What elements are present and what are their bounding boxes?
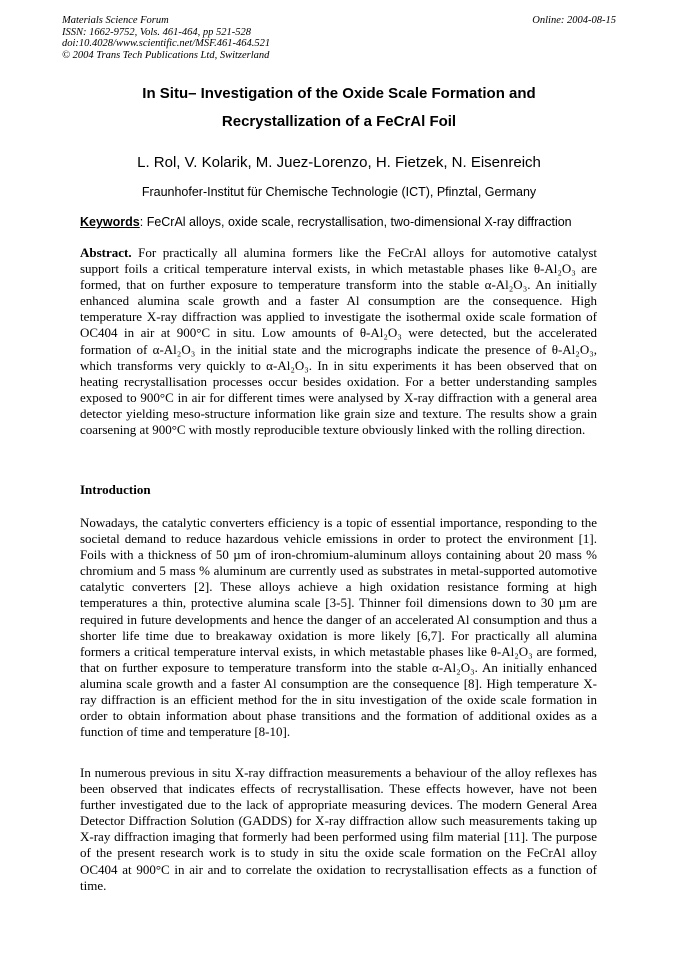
abstract-label: Abstract. [80, 245, 132, 260]
author-list: L. Rol, V. Kolarik, M. Juez-Lorenzo, H. Fietzek, N. Eisenreich [137, 154, 541, 171]
affiliation: Fraunhofer-Institut für Chemische Technologie (ICT), Pfinztal, Germany [141, 185, 537, 199]
online-date: Online: 2004-08-15 [532, 15, 616, 26]
keywords [80, 214, 616, 230]
journal-name: Materials Science Forum [62, 15, 169, 26]
doi-line: doi:10.4028/www.scientific.net/MSF.461-464.521 [62, 38, 271, 49]
abstract-text: For practically all alumina formers like the FeCrAl alloys for automotive catalyst support foils a critical temperature interval exists, in which metastable phases like θ-Al₂O₃ are formed, that on further exposure to temperature transform into the stable α-Al₂O₃. An initially enhanced alumina scale growth and a faster Al consumption are the consequence. High temperature X-ray diffraction was applied to investigate the isothermal oxide scale formation of OC404 in air at 900°C in situ. Low amounts of θ-Al₂O₃ were detected, but the accelerated formation of α-Al₂O₃ in the initial state and the micrographs indicate the presence of θ-Al₂O₃, which transforms very quickly to α-Al₂O₃. In in situ experiments it has been observed that on heating recrystallisation processes occur besides oxidation. For a better understanding samples exposed to 900°C in air for different times were analysed by X-ray diffraction with a general area detector yielding meso-structure information like grain size and texture. The results show a grain coarsening at 900°C with mostly reproducible texture obviously linked with the rolling direction. [80, 245, 597, 438]
abstract [80, 245, 597, 438]
copyright-line: © 2004 Trans Tech Publications Ltd, Switzerland [62, 49, 270, 61]
introduction-paragraph-2: In numerous previous in situ X-ray diffraction measurements a behaviour of the alloy reflexes has been observed that indicates effects of recrystallisation. These effects however, have not been further investigated due to the lack of appropriate measuring devices. The modern General Area Detector Diffraction Solution (GADDS) for X-ray diffraction allow such measurements taking up X-ray diffraction imaging that formerly had been performed using film material [11]. The purpose of the present research work is to study in situ the oxide scale formation on the FeCrAl alloy OC404 at 900°C in air and to correlate the oxidation to recrystallisation effects as a function of time. [80, 765, 597, 893]
keywords-text: : FeCrAl alloys, oxide scale, recrystallisation, two-dimensional X-ray diffraction [139, 215, 572, 229]
title-line-1: In Situ– Investigation of the Oxide Scale Formation and [142, 85, 536, 102]
keywords-label: Keywords [80, 215, 140, 229]
introduction-paragraph-1: Nowadays, the catalytic converters efficiency is a topic of essential importance, responding to the societal demand to reduce hazardous vehicle emissions in order to protect the environment [1]. Foils with a thickness of 50 µm of iron-chromium-aluminum alloys containing about 20 mass % chromium and 5 mass % aluminum are currently used as substrates in metal-supported automotive catalytic converters [2]. These alloys achieve a high oxidation resistance forming at high temperatures a thin, protective alumina scale [3-5]. Thinner foil dimensions down to 30 µm are required in future developments and hence the danger of an accelerated Al consumption and thus a shorter life time due to breakaway oxidation is more likely [6,7]. For practically all alumina formers a critical temperature interval exists, in which metastable phases like θ-Al₂O₃ are formed, that on further exposure to temperature transform into the stable α-Al₂O₃. An initially enhanced alumina scale growth and a faster Al consumption are the consequence [8]. High temperature X-ray diffraction is an efficient method for the in situ investigation of the oxide scale formation in order to obtain information about phase transitions and the formation of additional oxides as a function of time and temperature [8-10]. [80, 515, 597, 740]
title-line-2: Recrystallization of a FeCrAl Foil [221, 113, 457, 130]
issn-line: ISSN: 1662-9752, Vols. 461-464, pp 521-528 [62, 26, 251, 38]
section-heading-introduction: Introduction [80, 482, 151, 497]
paper-title [62, 80, 616, 136]
journal-header [62, 15, 616, 61]
